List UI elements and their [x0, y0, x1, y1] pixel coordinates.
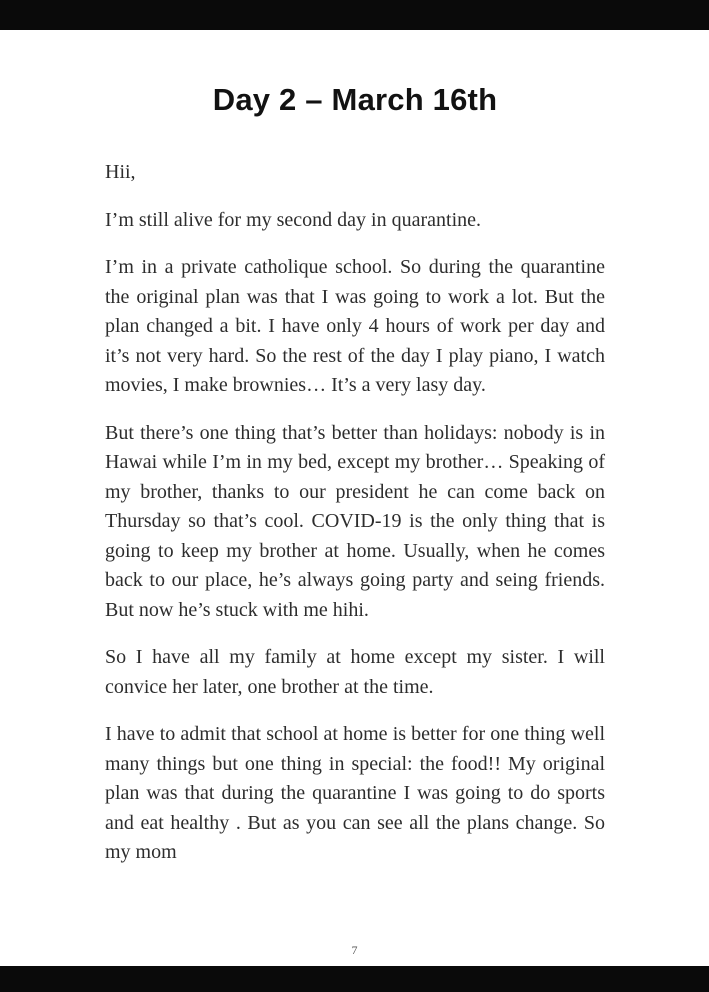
page-number: 7 — [351, 943, 358, 957]
paragraph-food: I have to admit that school at home is better for one thing well many things but one thing in special: the food!! My original plan was that during the quarantine I was going to do sports and eat healthy . But as you can see all the plans change. So my mom — [105, 723, 605, 863]
document-title: Day 2 – March 16th — [212, 82, 498, 117]
paragraph-greeting: Hii, — [105, 161, 136, 183]
bottom-edge-bar — [0, 966, 709, 992]
paragraph-intro: I’m still alive for my second day in quarantine. — [105, 208, 482, 231]
document-body — [105, 158, 605, 868]
top-edge-bar — [0, 0, 709, 30]
paragraph-school: I’m in a private catholique school. So during the quarantine the original plan was that I was going to work a lot. But the plan changed a bit. I have only 4 hours of work per day and it’s not very hard. So the rest of the day I play piano, I watch movies, I make brownies… It’s a very lasy day. — [105, 256, 605, 396]
paragraph-brother: But there’s one thing that’s better than holidays: nobody is in Hawai while I’m in my bed, except my brother… Speaking of my brother, thanks to our president he can come back on Thursday so that’s cool. COVID-19 is the only thing that is going to keep my brother at home. Usually, when he comes back to our place, he’s always going party and seing friends. But now he’s stuck with me hihi. — [105, 421, 605, 621]
paragraph-family: So I have all my family at home except my sister. I will convice her later, one brother at the time. — [105, 646, 605, 698]
page-content — [105, 30, 605, 886]
